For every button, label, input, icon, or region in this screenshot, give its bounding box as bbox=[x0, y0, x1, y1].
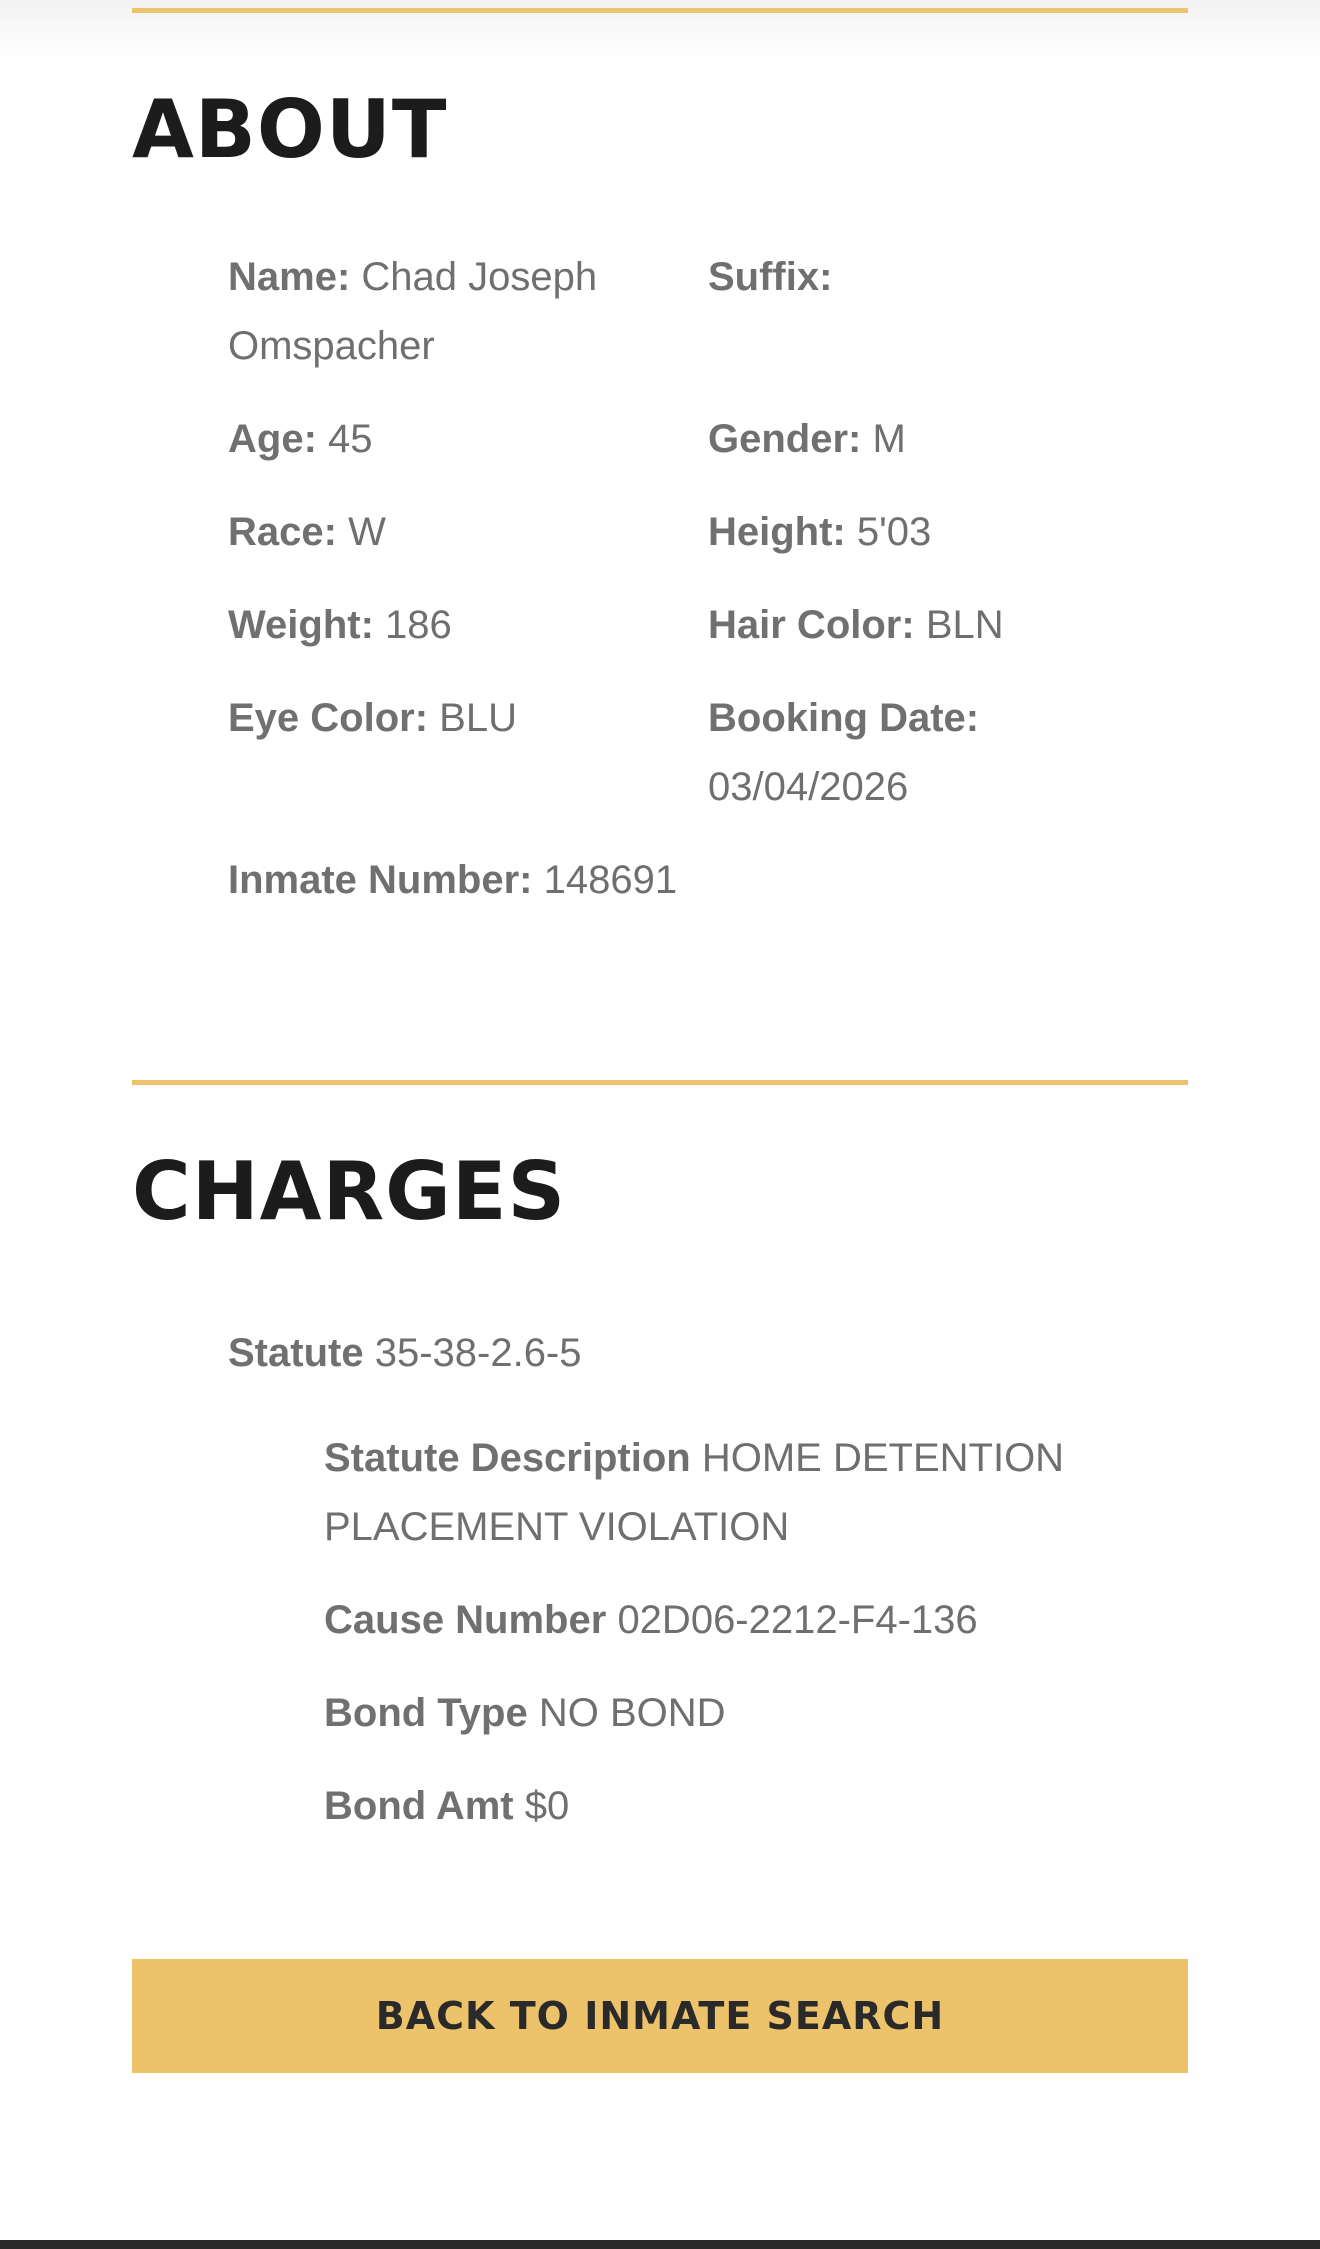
hair-color-value: BLN bbox=[925, 603, 1004, 647]
charges-title: CHARGES bbox=[132, 1145, 567, 1238]
suffix-label: Suffix: bbox=[708, 255, 833, 299]
race-field bbox=[228, 498, 678, 567]
about-divider bbox=[132, 8, 1188, 13]
gender-label: Gender: bbox=[708, 417, 862, 461]
statute-value: 35-38-2.6-5 bbox=[374, 1331, 582, 1375]
statute-description-label: Statute Description bbox=[324, 1436, 691, 1480]
race-label: Race: bbox=[228, 510, 337, 554]
eye-color-field bbox=[228, 684, 678, 822]
booking-date-value: 03/04/2026 bbox=[708, 765, 909, 809]
bond-type-label: Bond Type bbox=[324, 1691, 528, 1735]
booking-date-field bbox=[708, 684, 1158, 822]
name-label: Name: bbox=[228, 255, 351, 299]
inmate-detail-container bbox=[132, 0, 1188, 2073]
weight-value: 186 bbox=[385, 603, 452, 647]
weight-label: Weight: bbox=[228, 603, 374, 647]
eye-color-label: Eye Color: bbox=[228, 696, 429, 740]
statute-description-value: HOME DETENTION PLACEMENT VIOLATION bbox=[324, 1436, 1065, 1549]
height-label: Height: bbox=[708, 510, 846, 554]
gender-field bbox=[708, 405, 1158, 474]
suffix-field bbox=[708, 243, 1158, 381]
bond-type-value: NO BOND bbox=[538, 1691, 726, 1735]
inmate-number-label: Inmate Number: bbox=[228, 858, 533, 902]
gender-value: M bbox=[872, 417, 906, 461]
weight-field bbox=[228, 591, 678, 660]
footer-bar bbox=[0, 2240, 1320, 2249]
back-to-inmate-search-button[interactable]: BACK TO INMATE SEARCH bbox=[132, 1959, 1188, 2073]
race-value: W bbox=[348, 510, 386, 554]
bond-amount-field bbox=[324, 1772, 1144, 1841]
about-details bbox=[228, 243, 1188, 915]
height-value: 5'03 bbox=[856, 510, 932, 554]
inmate-number-value: 148691 bbox=[543, 858, 678, 902]
hair-color-field bbox=[708, 591, 1158, 660]
statute-label: Statute bbox=[228, 1331, 364, 1375]
bond-amount-label: Bond Amt bbox=[324, 1784, 514, 1828]
age-field bbox=[228, 405, 678, 474]
height-field bbox=[708, 498, 1158, 567]
charge-details bbox=[324, 1424, 1144, 1841]
age-label: Age: bbox=[228, 417, 317, 461]
cause-number-field bbox=[324, 1586, 1144, 1655]
statute-field bbox=[228, 1319, 1188, 1388]
booking-date-label: Booking Date: bbox=[708, 696, 980, 740]
charges-divider bbox=[132, 1080, 1188, 1085]
statute-description-field bbox=[324, 1424, 1144, 1562]
name-field bbox=[228, 243, 678, 381]
cause-number-value: 02D06-2212-F4-136 bbox=[617, 1598, 978, 1642]
name-value: Chad Joseph Omspacher bbox=[228, 255, 598, 368]
bond-type-field bbox=[324, 1679, 1144, 1748]
cause-number-label: Cause Number bbox=[324, 1598, 607, 1642]
inmate-number-field bbox=[228, 846, 1128, 915]
bond-amount-value: $0 bbox=[524, 1784, 570, 1828]
eye-color-value: BLU bbox=[439, 696, 517, 740]
hair-color-label: Hair Color: bbox=[708, 603, 915, 647]
age-value: 45 bbox=[328, 417, 373, 461]
about-title: ABOUT bbox=[132, 83, 448, 176]
